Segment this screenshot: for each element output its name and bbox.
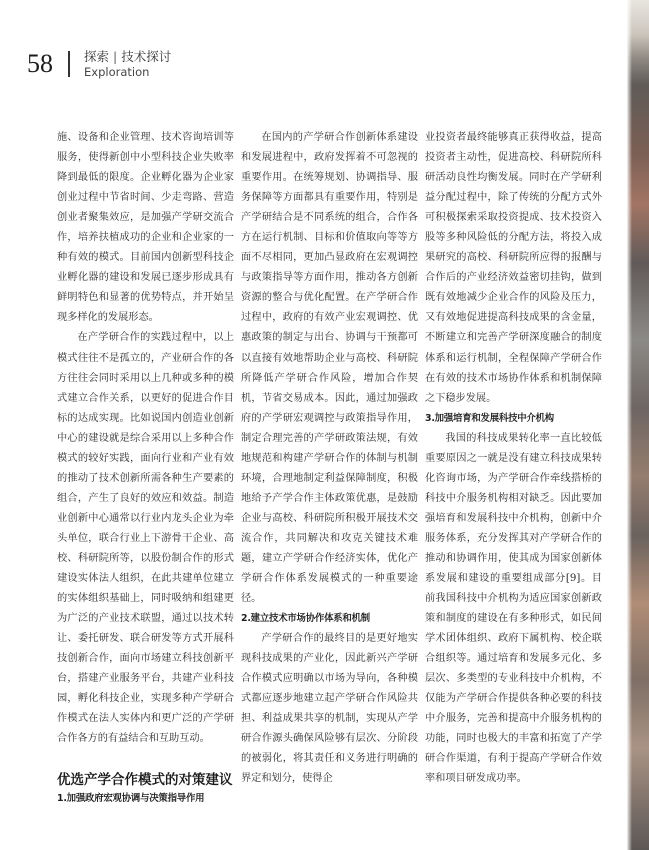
header-divider: [68, 51, 70, 77]
section-heading: 优选产学合作模式的对策建议: [57, 772, 233, 789]
section-name-english: Exploration: [84, 65, 150, 79]
section-label: [84, 50, 171, 64]
paragraph: 业投资者最终能够真正获得收益，提高投资者主动性，促进高校、科研院所科研活动良性均衡发展。同时在产学研利益分配过程中，除了传统的分配方式外可积极探索采取投资提成、技术投资入股等多种风险低的分配方法，将投入成果研究的高校、科研院所应得的报酬与合作后的产业经济效益密切挂钩，做到既有效地减少企业合作的风险及压力，又有效地促进提高科技成果的含金量，不断建立和完善产学研深度融合的制度体系和运行机制，全程保障产学研合作在有效的技术市场协作体系和机制保障之下稳步发展。: [425, 132, 602, 404]
paragraph: 在产学研合作的实践过程中，以上模式往往不是孤立的，产业研合作的各方往往会同时采用以上几种或多种的模式建立合作关系，以更好的促进合作目标的达成实现。比如说国内创造业创新中心的建设就是综合采用以上多种合作模式的较好实践，面向行业和产业有效的推动了技术创新所需各种生产要素的组合，产生了良好的效应和效益。制造业创新中心通常以行业内龙头企业为牵头单位，联合行业上下游骨干企业、高校、科研院所等，以股份制合作的形式建设实体法人组织，在此共建单位建立的实体组织基础上，同时吸纳和组建更为广泛的产业技术联盟，通过以技术转让、委托研发、联合研发等方式开展科技创新合作，面向市场建立科技创新平台，搭建产业服务平台，共建产业科技园，孵化科技企业，实现多种产学研合作模式在法人实体内和更广泛的产学研合作各方的有益结合和互助互动。: [57, 332, 234, 745]
section-separator: |: [113, 49, 118, 64]
subheading: 2.建立技术市场协作体系和机制: [241, 613, 370, 625]
subheading: 1.加强政府宏观协调与决策指导作用: [57, 793, 205, 805]
page-number: 58: [27, 49, 53, 78]
paragraph: 施、设备和企业管理、技术咨询培训等服务，使得新创中小型科技企业失败率降到最低的限度。企业孵化器为企业家创业过程中节省时间、少走弯路、营造创业者聚集效应，是加强产学研交流合作，培养扶植成功的企业和企业家的一种有效的模式。目前国内创新型科技企业孵化器的建设和发展已逐步形成具有鲜明特色和显著的优势特点，并开始呈现多样化的发展形态。: [57, 132, 234, 324]
column-3: [425, 128, 602, 790]
subheading: 3.加强培育和发展科技中介机构: [425, 412, 554, 424]
section-name: 探索: [84, 49, 110, 64]
paragraph: 产学研合作的最终目的是更好地实现科技成果的产业化，因此新兴产学研合作模式应明确以市场为导向，各种模式都应逐步地建立起产学研合作风险共担、利益成果共享的机制，实现从产学研合作源头确保风险够有层次、分阶段的被弱化，将其责任和义务进行明确的界定和划分，使得企: [241, 633, 418, 785]
paragraph: 我国的科技成果转化率一直比较低重要原因之一就是没有建立科技成果转化咨询市场，为产学研合作牵线搭桥的科技中介服务机构相对缺乏。因此要加强培育和发展科技中介机构，创新中介服务体系，充分发挥其对产学研合作的推动和协调作用，使其成为国家创新体系发展和建设的重要组成部分[9]。目前我国科技中介机构为适应国家创新政策和制度的建设在有多种形式，如民间学术团体组织、政府下属机构、校企联合组织等。通过培育和发展多元化、多层次、多类型的专业科技中介机构，不仅能为产学研合作提供各种必要的科技中介服务，完善和提高中介服务机构的功能，同时也极大的丰富和拓宽了产学研合作渠道，有利于提高产学研合作效率和项目研发成功率。: [425, 432, 602, 785]
paragraph: 在国内的产学研合作创新体系建设和发展进程中，政府发挥着不可忽视的重要作用。在统筹规划、协调指导、服务保障等方面都具有重要作用，特别是产学研结合是不同系统的组合，合作各方在运行机制、目标和价值取向等等方面不尽相同，更加凸显政府在宏观调控与政策指导等方面作用，推动各方创新资源的整合与优化配置。在产学研合作过程中，政府的有效产业宏观调控、优惠政策的制定与出台、协调与干预都可以直接有效地帮助企业与高校、科研院所降低产学研合作风险，增加合作契机，节省交易成本。因此，通过加强政府的产学研宏观调控与政策指导作用，制定合理完善的产学研政策法规，有效地规范和构建产学研合作的体制与机制环境，合理地制定利益保障制度，积极地给予产学合作主体政策优惠，是鼓励企业与高校、科研院所积极开展技术交流合作，共同解决和攻克关键技术难题，建立产学研合作经济实体，优化产学研合作体系发展模式的一种重要途径。: [241, 132, 418, 605]
subsection-name: 技术探讨: [121, 49, 172, 64]
column-2: [241, 128, 418, 790]
column-1: [57, 128, 234, 809]
edge-photo-strip: [627, 0, 649, 850]
